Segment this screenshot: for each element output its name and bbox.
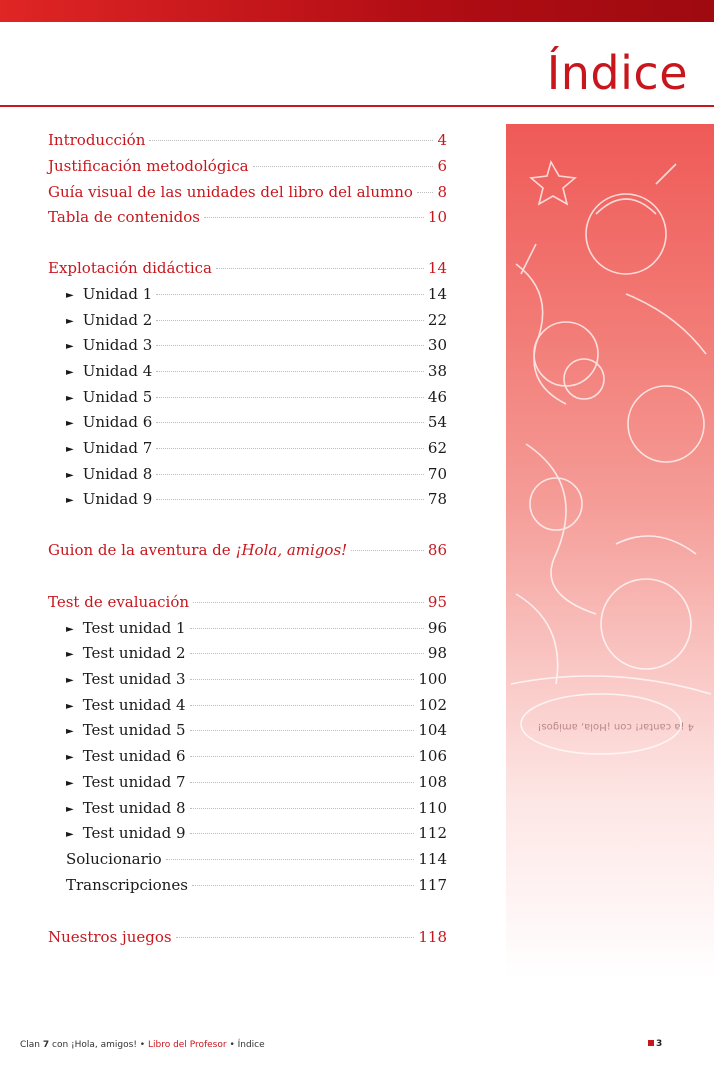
triangle-bullet-icon: ► xyxy=(66,701,74,712)
toc-entry-label: ► Unidad 5 xyxy=(66,386,152,411)
toc-page-number: 14 xyxy=(427,259,447,277)
toc-entry-label: ► Test unidad 2 xyxy=(66,642,186,667)
toc-entry[interactable] xyxy=(66,745,447,767)
dot-leader xyxy=(190,705,415,706)
toc-entry[interactable] xyxy=(66,283,447,305)
dot-leader xyxy=(166,859,415,860)
triangle-bullet-icon: ► xyxy=(66,470,74,481)
toc-entry-label: ► Test unidad 5 xyxy=(66,719,186,744)
triangle-bullet-icon: ► xyxy=(66,316,74,327)
toc-entry[interactable] xyxy=(66,771,447,793)
toc-entry[interactable] xyxy=(48,591,447,613)
toc-entry[interactable] xyxy=(66,386,447,408)
toc-page-number: 10 xyxy=(427,208,447,226)
toc-entry[interactable] xyxy=(66,411,447,433)
toc-entry-label: Transcripciones xyxy=(66,876,188,894)
toc-page-number: 70 xyxy=(427,465,447,483)
toc-entry-label: ► Test unidad 9 xyxy=(66,822,186,847)
toc-entry[interactable] xyxy=(66,617,447,639)
toc-entry[interactable] xyxy=(66,719,447,741)
toc-page-number: 78 xyxy=(427,490,447,508)
toc-page-number: 46 xyxy=(427,388,447,406)
toc-entry[interactable] xyxy=(66,874,447,896)
toc-entry-label: ► Unidad 3 xyxy=(66,334,152,359)
toc-entry[interactable] xyxy=(48,539,447,561)
toc-entry[interactable] xyxy=(48,155,447,177)
decorative-illustration xyxy=(506,124,714,1024)
toc-page-number: 38 xyxy=(427,362,447,380)
page-title: Índice xyxy=(546,46,688,100)
triangle-bullet-icon: ► xyxy=(66,649,74,660)
triangle-bullet-icon: ► xyxy=(66,367,74,378)
toc-entry-label: ► Unidad 6 xyxy=(66,411,152,436)
toc-entry-label: ► Unidad 1 xyxy=(66,283,152,308)
triangle-bullet-icon: ► xyxy=(66,778,74,789)
dot-leader xyxy=(190,679,415,680)
dot-leader xyxy=(156,397,424,398)
toc-entry[interactable] xyxy=(48,206,447,228)
toc-entry-label: Nuestros juegos xyxy=(48,928,172,946)
toc-entry-label: ► Test unidad 8 xyxy=(66,797,186,822)
toc-page-number: 4 xyxy=(437,131,447,149)
toc-page-number: 108 xyxy=(418,773,447,791)
triangle-bullet-icon: ► xyxy=(66,418,74,429)
dot-leader xyxy=(190,833,415,834)
dot-leader xyxy=(176,937,415,938)
toc-page-number: 100 xyxy=(418,670,447,688)
toc-entry[interactable] xyxy=(66,694,447,716)
toc-entry[interactable] xyxy=(66,668,447,690)
toc-entry-label: ► Unidad 2 xyxy=(66,309,152,334)
triangle-bullet-icon: ► xyxy=(66,495,74,506)
dot-leader xyxy=(216,268,424,269)
toc-entry-label: Test de evaluación xyxy=(48,593,190,611)
dot-leader xyxy=(156,320,424,321)
toc-page-number: 106 xyxy=(418,747,447,765)
toc-page-number: 104 xyxy=(418,721,447,739)
dot-leader xyxy=(417,192,434,193)
triangle-bullet-icon: ► xyxy=(66,726,74,737)
toc-page-number: 8 xyxy=(437,183,447,201)
dot-leader xyxy=(156,499,424,500)
toc-page-number: 118 xyxy=(418,928,447,946)
toc-page-number: 112 xyxy=(418,824,447,842)
toc-entry[interactable] xyxy=(66,822,447,844)
toc-entry-label: ► Test unidad 1 xyxy=(66,617,186,642)
dot-leader xyxy=(190,782,415,783)
dot-leader xyxy=(156,371,424,372)
dot-leader xyxy=(149,140,433,141)
triangle-bullet-icon: ► xyxy=(66,393,74,404)
toc-entry[interactable] xyxy=(66,797,447,819)
footer-credit: Clan 7 con ¡Hola, amigos! • Libro del Profesor • Índice xyxy=(20,1040,265,1050)
triangle-bullet-icon: ► xyxy=(66,444,74,455)
toc-page-number: 102 xyxy=(418,696,447,714)
toc-page-number: 22 xyxy=(427,311,447,329)
dot-leader xyxy=(190,756,415,757)
toc-entry[interactable] xyxy=(66,437,447,459)
toc-entry[interactable] xyxy=(66,642,447,664)
toc-entry-label: ► Test unidad 7 xyxy=(66,771,186,796)
toc-entry[interactable] xyxy=(66,463,447,485)
toc-entry-label: ► Unidad 4 xyxy=(66,360,152,385)
toc-entry-label: ► Test unidad 3 xyxy=(66,668,186,693)
triangle-bullet-icon: ► xyxy=(66,290,74,301)
dot-leader xyxy=(190,628,424,629)
toc-entry-label: Guion de la aventura de ¡Hola, amigos! xyxy=(48,541,348,559)
toc-entry[interactable] xyxy=(48,129,447,151)
toc-page-number: 86 xyxy=(427,541,447,559)
square-bullet-icon xyxy=(648,1040,654,1046)
dot-leader xyxy=(190,653,424,654)
toc-entry[interactable] xyxy=(66,309,447,331)
toc-page-number: 96 xyxy=(427,619,447,637)
cartoon-sketch-graphic xyxy=(506,124,714,1024)
dot-leader xyxy=(193,602,424,603)
toc-entry[interactable] xyxy=(66,360,447,382)
dot-leader xyxy=(190,808,415,809)
toc-entry-label: ► Unidad 8 xyxy=(66,463,152,488)
toc-entry[interactable] xyxy=(66,848,447,870)
toc-entry-label: ► Unidad 9 xyxy=(66,488,152,513)
triangle-bullet-icon: ► xyxy=(66,829,74,840)
toc-entry-label: Solucionario xyxy=(66,850,162,868)
toc-entry-label: Justificación metodológica xyxy=(48,157,249,175)
toc-entry-label: ► Test unidad 6 xyxy=(66,745,186,770)
dot-leader xyxy=(156,474,424,475)
dot-leader xyxy=(156,422,424,423)
toc-page-number: 14 xyxy=(427,285,447,303)
toc-page-number: 98 xyxy=(427,644,447,662)
toc-entry[interactable] xyxy=(48,257,447,279)
dot-leader xyxy=(156,345,424,346)
toc-entry[interactable] xyxy=(66,334,447,356)
dot-leader xyxy=(156,448,424,449)
triangle-bullet-icon: ► xyxy=(66,624,74,635)
toc-page-number: 117 xyxy=(418,876,447,894)
toc-entry-label: Explotación didáctica xyxy=(48,259,212,277)
triangle-bullet-icon: ► xyxy=(66,752,74,763)
page-number: 3 xyxy=(648,1039,662,1049)
toc-page-number: 6 xyxy=(437,157,447,175)
toc-entry-label: ► Unidad 7 xyxy=(66,437,152,462)
dot-leader xyxy=(351,550,424,551)
triangle-bullet-icon: ► xyxy=(66,675,74,686)
toc-entry-label: ► Test unidad 4 xyxy=(66,694,186,719)
triangle-bullet-icon: ► xyxy=(66,341,74,352)
dot-leader xyxy=(204,217,424,218)
toc-page-number: 95 xyxy=(427,593,447,611)
toc-entry[interactable] xyxy=(66,488,447,510)
toc-entry[interactable] xyxy=(48,181,447,203)
dot-leader xyxy=(192,885,414,886)
svg-text:4 ¡a cantar! con ¡Hola, amigos: 4 ¡a cantar! con ¡Hola, amigos! xyxy=(537,721,694,732)
dot-leader xyxy=(253,166,434,167)
toc-entry[interactable] xyxy=(48,926,447,948)
toc-entry-label: Tabla de contenidos xyxy=(48,208,200,226)
toc-page-number: 110 xyxy=(418,799,447,817)
triangle-bullet-icon: ► xyxy=(66,804,74,815)
top-color-bar xyxy=(0,0,714,22)
toc-entry-label: Guía visual de las unidades del libro del alumno xyxy=(48,183,413,201)
toc-page-number: 114 xyxy=(418,850,447,868)
toc-page-number: 62 xyxy=(427,439,447,457)
toc-page-number: 54 xyxy=(427,413,447,431)
dot-leader xyxy=(156,294,424,295)
toc-page-number: 30 xyxy=(427,336,447,354)
toc-entry-label: Introducción xyxy=(48,131,146,149)
title-underline xyxy=(0,105,714,107)
dot-leader xyxy=(190,730,415,731)
